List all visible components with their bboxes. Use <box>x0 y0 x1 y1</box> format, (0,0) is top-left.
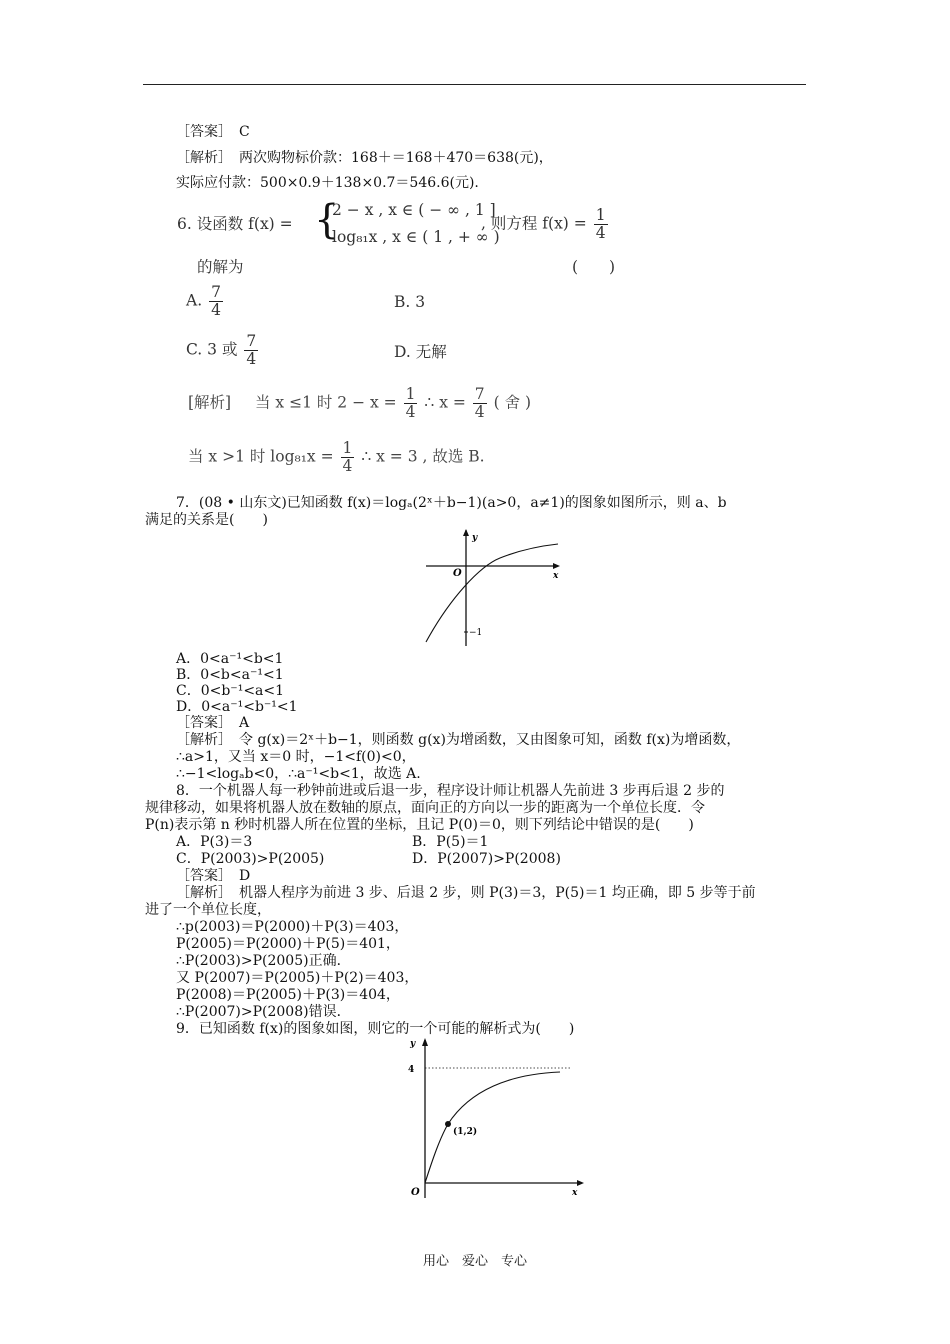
q6-sol1-frac2: $\frac{7}{4}$ <box>474 385 485 421</box>
q7-analysis-2: ∴a>1，又当 x＝0 时，−1<f(0)<0， <box>176 749 416 765</box>
q6-case1: 2 − x , x ∈ ( − ∞ , 1 ] <box>332 201 496 219</box>
q6-stem-line2: 的解为 <box>197 258 244 276</box>
q6-option-c-frac: $\frac{7}{4}$ <box>246 332 257 368</box>
q8-analysis-5: ∴P(2003)>P(2005)正确． <box>176 953 351 969</box>
q7-y-arrow <box>463 529 469 536</box>
q7-x-label: x <box>553 571 559 581</box>
q8-option-c: C．P(2003)>P(2005) <box>176 851 325 867</box>
q8-option-d: D．P(2007)>P(2008) <box>412 851 561 867</box>
q6-paren: ( ) <box>572 258 616 276</box>
q6-sol2-prefix: 当 x >1 时 log₈₁x = <box>188 447 334 466</box>
page-footer: 用心 爱心 专心 <box>422 1254 527 1269</box>
q9-y-label: y <box>410 1039 416 1049</box>
q8-stem-line2: 规律移动，如果将机器人放在数轴的原点，面向正的方向以一步的距离为一个单位长度．令 <box>145 800 705 816</box>
q7-curve <box>426 544 558 642</box>
q7-graph <box>420 528 570 648</box>
q5-payment: 实际应付款：500×0.9＋138×0.7＝546.6(元). <box>176 175 479 191</box>
q7-option-b: B．0<b<a⁻¹<1 <box>176 667 284 683</box>
q5-answer: ［答案］ C <box>176 124 250 140</box>
q6-stem-suffix: , 则方程 f(x) = <box>481 214 587 233</box>
q8-analysis-2: 进了一个单位长度， <box>145 902 271 918</box>
q7-option-a: A．0<a⁻¹<b<1 <box>176 651 284 667</box>
q7-option-c: C．0<b⁻¹<a<1 <box>176 683 285 699</box>
q6-option-c: C. 3 或 <box>186 340 238 359</box>
q8-analysis-4: P(2005)＝P(2000)＋P(5)＝401， <box>176 936 400 952</box>
q6-sol1-mid: ∴ x = <box>424 393 466 412</box>
q7-x-arrow <box>553 563 560 569</box>
q8-analysis-1: ［解析］ 机器人程序为前进 3 步、后退 2 步，则 P(3)＝3，P(5)＝1 均正确，即 5 步等于前 <box>176 885 756 901</box>
q7-analysis-3: ∴−1<logₐb<0，∴a⁻¹<b<1，故选 A. <box>176 766 421 782</box>
q8-stem-line1: 8．一个机器人每一秒钟前进或后退一步，程序设计师让机器人先前进 3 步再后退 2 步的 <box>176 783 725 799</box>
q6-sol1-frac: $\frac{1}{4}$ <box>405 385 416 421</box>
q7-answer: ［答案］ A <box>176 715 250 731</box>
q9-point-label: (1,2) <box>453 1127 478 1137</box>
q9-x-label: x <box>572 1188 578 1198</box>
q6-sol-label: [解析] <box>188 393 232 412</box>
q9-origin: O <box>411 1187 420 1198</box>
q9-point <box>445 1121 451 1127</box>
q8-analysis-8: ∴P(2007)>P(2008)错误． <box>176 1004 351 1020</box>
q8-answer: ［答案］ D <box>176 868 251 884</box>
q9-graph <box>400 1038 590 1200</box>
q6-frac: $\frac{1}{4}$ <box>595 206 606 242</box>
q6-option-b: B. 3 <box>394 293 426 311</box>
q6-sol1-suffix: ( 舍 ) <box>493 393 532 412</box>
q8-option-a: A．P(3)＝3 <box>176 834 253 850</box>
q8-analysis-6: 又 P(2007)＝P(2005)＋P(2)＝403， <box>176 970 419 986</box>
q9-y-arrow <box>422 1038 428 1046</box>
q6-sol2-suffix: ∴ x = 3 , 故选 B. <box>361 447 485 466</box>
q7-analysis-1: ［解析］ 令 g(x)＝2ˣ＋b−1，则函数 g(x)为增函数，又由图象可知，函数 f(x)为增函数， <box>176 732 741 748</box>
q5-analysis: ［解析］ 两次购物标价款：168＋＝168＋470＝638(元)， <box>176 150 553 166</box>
q7-stem-line2: 满足的关系是( ) <box>145 512 268 528</box>
q9-four: 4 <box>408 1065 415 1075</box>
q6-case2: log₈₁x , x ∈ ( 1 , + ∞ ) <box>332 228 500 246</box>
q6-stem-prefix: 6. 设函数 <box>177 215 244 233</box>
q6-option-d: D. 无解 <box>394 343 447 361</box>
q8-analysis-3: ∴p(2003)＝P(2000)＋P(3)＝403， <box>176 919 409 935</box>
q7-stem-line1: 7．(08 • 山东文)已知函数 f(x)＝logₐ(2ˣ＋b−1)(a>0，a≠1)的图象如图所示，则 a、b <box>176 495 727 511</box>
q6-option-a-frac: $\frac{7}{4}$ <box>211 283 221 319</box>
q6-brace: { <box>314 197 340 243</box>
q6-sol1-prefix: 当 x ≤1 时 2 − x = <box>254 393 397 412</box>
q9-curve <box>425 1072 560 1183</box>
q8-option-b: B．P(5)＝1 <box>412 834 489 850</box>
q6-fx: f(x) = <box>248 215 293 233</box>
q8-analysis-7: P(2008)＝P(2005)＋P(3)＝404， <box>176 987 400 1003</box>
q7-option-d: D．0<a⁻¹<b⁻¹<1 <box>176 699 298 715</box>
header-rule <box>143 84 806 85</box>
q9-x-arrow <box>577 1180 584 1186</box>
q6-sol2-frac: $\frac{1}{4}$ <box>342 439 353 475</box>
q9-stem: 9．已知函数 f(x)的图象如图，则它的一个可能的解析式为( ) <box>176 1021 575 1037</box>
q7-minus-one: −1 <box>469 628 483 638</box>
q6-option-a: A. <box>186 291 203 310</box>
q7-y-label: y <box>472 533 478 543</box>
q8-stem-line3: P(n)表示第 n 秒时机器人所在位置的坐标，且记 P(0)＝0，则下列结论中错误的是( ) <box>145 817 694 833</box>
q7-origin: O <box>453 568 462 579</box>
